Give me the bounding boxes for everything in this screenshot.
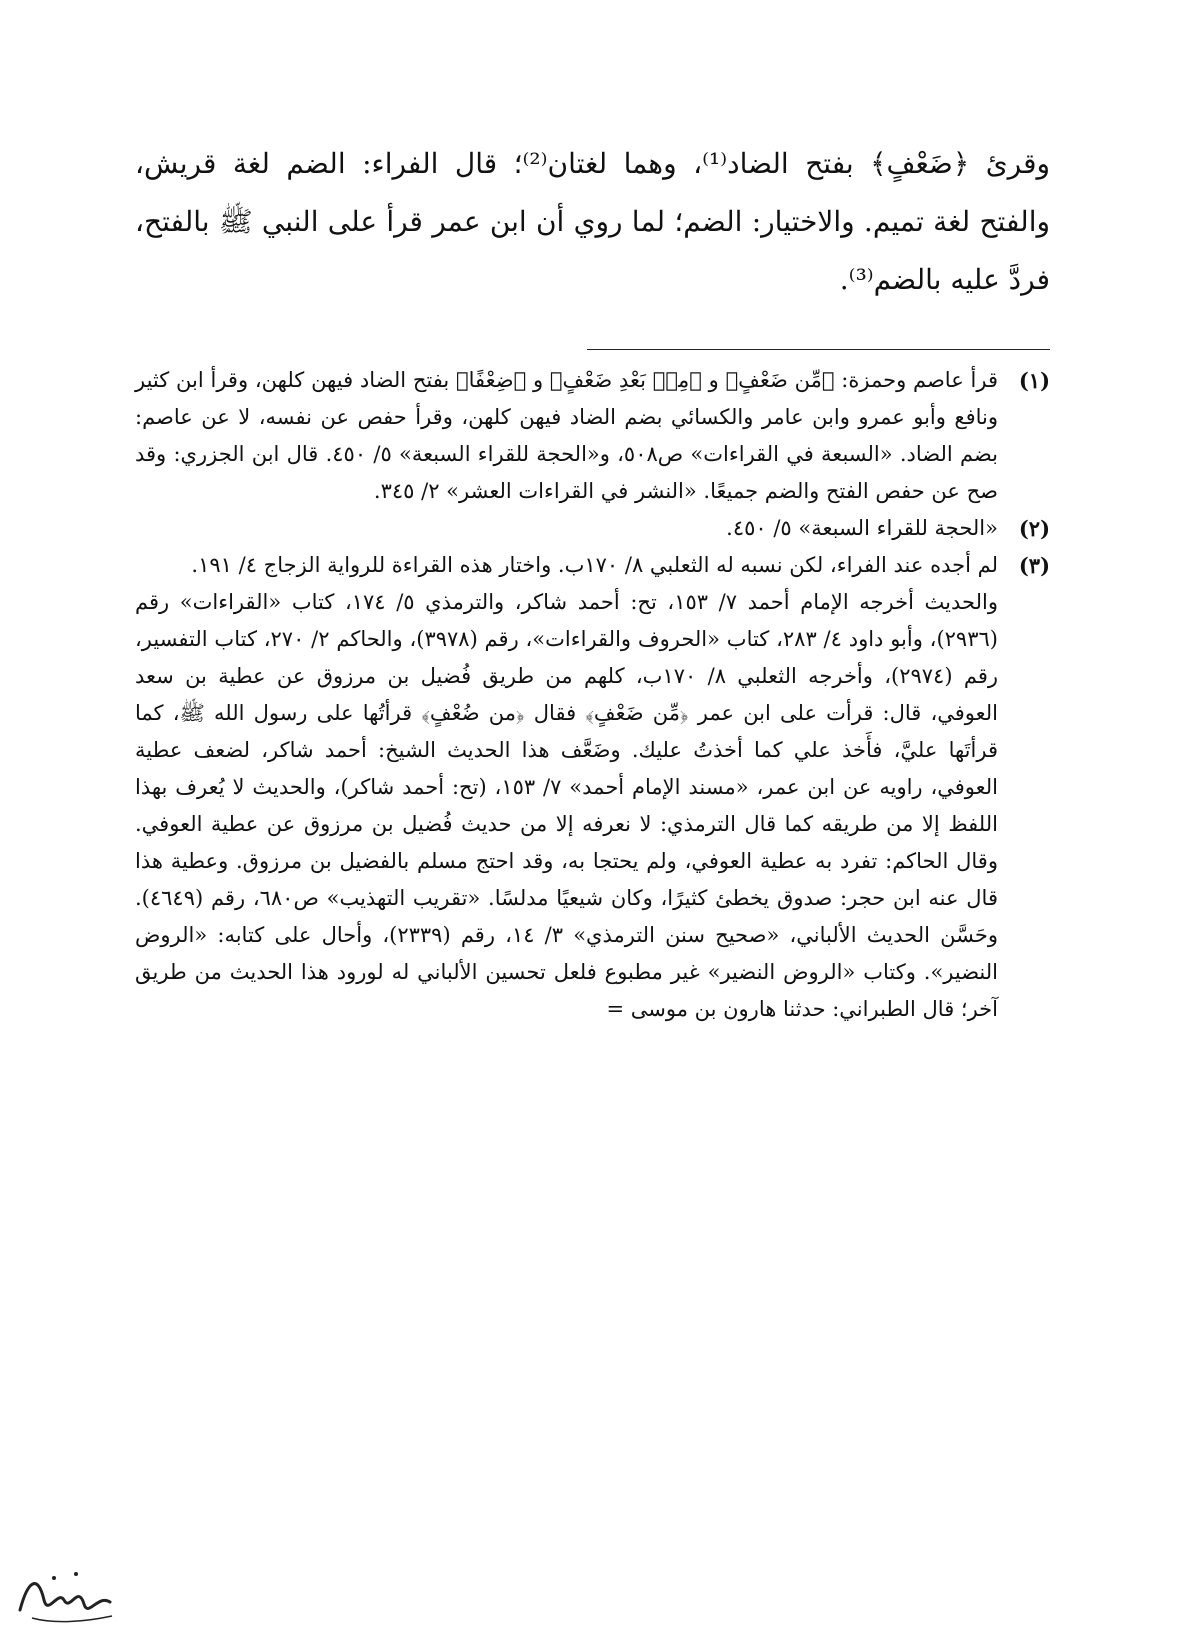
- footnote-3: [135, 547, 1050, 584]
- publisher-logo: [14, 1560, 118, 1628]
- main-text: وقرئ ﴿ضَعْفٍ﴾ بفتح الضاد⁽¹⁾، وهما لغتان⁽²⁾؛ قال الفراء: الضم لغة قريش، والفتح لغة تميم. والاختيار: الضم؛ لما روي أن ابن عمر قرأ على النبي ﷺ بالفتح، فردَّ عليه بالضم⁽³⁾.: [135, 147, 1050, 296]
- footnote-text: «الحجة للقراء السبعة» ٥/ ٤٥٠.: [726, 516, 998, 540]
- footnote-number: (٢): [1018, 516, 1050, 541]
- footnote-1: [135, 362, 1050, 510]
- footnote-text: قرأ عاصم وحمزة: ﴿مِّن ضَعْفٍ﴾ و ﴿مِنۢ بَعْدِ ضَعْفٍ﴾ و ﴿ضِعْفًا﴾ بفتح الضاد فيهن كلهن، وقرأ ابن كثير ونافع وأبو عمرو وابن عامر والكسائي بضم الضاد فيهن كلهن، وقرأ حفص عن نفسه، لا عن عاصم: بضم الضاد. «السبعة في القراءات» ص٥٠٨، و«الحجة للقراء السبعة» ٥/ ٤٥٠. قال ابن الجزري: وقد صح عن حفص الفتح والضم جميعًا. «النشر في القراءات العشر» ٢/ ٣٤٥.: [135, 368, 998, 503]
- footnote-number: (١): [1018, 368, 1050, 393]
- footnote-divider: [587, 349, 1050, 350]
- footnote-number: (٣): [1018, 553, 1050, 578]
- footnotes: [135, 362, 1050, 1028]
- footnote-3-continuation: والحديث أخرجه الإمام أحمد ٧/ ١٥٣، تح: أحمد شاكر، والترمذي ٥/ ١٧٤، كتاب «القراءات» رقم (٢٩٣٦)، وأبو داود ٤/ ٢٨٣، كتاب «الحروف والقراءات»، رقم (٣٩٧٨)، والحاكم ٢/ ٢٧٠، كتاب التفسير، رقم (٢٩٧٤)، وأخرجه الثعلبي ٨/ ١٧٠ب، كلهم من طريق فُضيل بن مرزوق عن عطية بن سعد العوفي، قال: قرأت على ابن عمر ﴿مِّن ضَعْفٍ﴾ فقال ﴿من ضُعْفٍ﴾ قرأتُها على رسول الله ﷺ، كما قرأتَها عليَّ، فأَخذ علي كما أخذتُ عليك. وضَعَّف هذا الحديث الشيخ: أحمد شاكر، لضعف عطية العوفي، راويه عن ابن عمر، «مسند الإمام أحمد» ٧/ ١٥٣، (تح: أحمد شاكر)، والحديث لا يُعرف بهذا اللفظ إلا من طريقه كما قال الترمذي: لا نعرفه إلا من حديث فُضيل بن مرزوق عن عطية العوفي. وقال الحاكم: تفرد به عطية العوفي، ولم يحتجا به، وقد احتج مسلم بالفضيل بن مرزوق. وعطية هذا قال عنه ابن حجر: صدوق يخطئ كثيرًا، وكان شيعيًا مدلسًا. «تقريب التهذيب» ص٦٨٠، رقم (٤٦٤٩). وحَسَّن الحديث الألباني، «صحيح سنن الترمذي» ٣/ ١٤، رقم (٢٣٣٩)، وأحال على كتابه: «الروض النضير». وكتاب «الروض النضير» غير مطبوع فلعل تحسين الألباني له لورود هذا الحديث من طريق آخر؛ قال الطبراني: حدثنا هارون بن موسى =: [135, 590, 998, 1021]
- footnote-text: لم أجده عند الفراء، لكن نسبه له الثعلبي ٨/ ١٧٠ب. واختار هذه القراءة للرواية الزجاج ٤/ ١٩١.: [191, 553, 998, 577]
- footnote-2: [135, 510, 1050, 547]
